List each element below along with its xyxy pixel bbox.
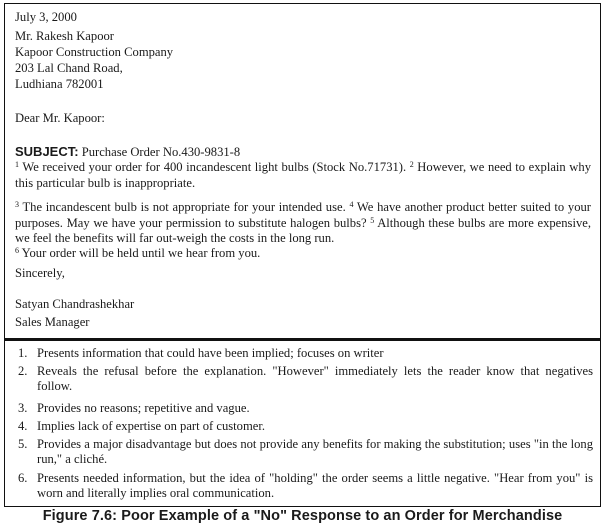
analysis-notes [4,339,601,507]
sentence-1: We received your order for 400 incandescent light bulbs (Stock No.71731). [19,160,410,174]
subject-line [15,144,240,161]
paragraph-3 [15,246,591,262]
signer-name: Satyan Chandrashekhar [15,297,135,311]
letter-date: July 3, 2000 [15,10,77,24]
sentence-marker: 6 [15,246,19,255]
sentence-4: We have another product better suited to your purposes. May we have your permission to substitute halogen bulbs? [15,200,591,230]
note-number: 6. [18,471,28,485]
paragraph-2 [15,200,591,247]
signer-title: Sales Manager [15,315,90,329]
note-number: 2. [18,364,28,378]
note-number: 3. [18,401,28,415]
recipient-name: Mr. Rakesh Kapoor [15,29,114,43]
sentence-marker: 2 [409,160,414,169]
figure-caption: Figure 7.6: Poor Example of a "No" Response to an Order for Merchandise [42,508,563,524]
recipient-street: 203 Lal Chand Road, [15,61,123,75]
recipient-city: Ludhiana 782001 [15,77,104,91]
note-number: 5. [18,437,28,451]
recipient-company: Kapoor Construction Company [15,45,174,59]
note-number: 4. [18,419,28,433]
sentence-2: However, we need to explain why this particular bulb is inappropriate. [15,160,591,190]
salutation: Dear Mr. Kapoor: [15,111,105,125]
sample-letter [4,3,601,339]
sentence-3: The incandescent bulb is not appropriate for your intended use. [19,200,350,214]
note-text: Provides a major disadvantage but does not provide any benefits for making the substitution; uses "in the long run," a cliché. [37,437,593,466]
sentence-5: Although these bulbs are more expensive, we feel the benefits will far out-weigh the costs in the long run. [15,215,591,245]
sentence-marker: 4 [349,200,354,209]
note-text: Provides no reasons; repetitive and vague. [37,401,250,415]
closing: Sincerely, [15,266,65,280]
sentence-marker: 3 [15,200,19,209]
sentence-marker: 5 [370,215,375,225]
note-text: Reveals the refusal before the explanation. "However" immediately lets the reader know that negatives follow. [37,364,593,393]
note-number: 1. [18,346,28,360]
note-text: Presents information that could have been implied; focuses on writer [37,346,384,360]
sentence-marker: 1 [15,160,19,169]
paragraph-1 [15,160,591,191]
subject-label: SUBJECT: [15,144,79,159]
note-text: Implies lack of expertise on part of customer. [37,419,266,433]
subject-text: Purchase Order No.430-9831-8 [78,145,241,159]
sentence-6: Your order will be held until we hear from you. [19,246,261,260]
note-text: Presents needed information, but the idea of "holding" the order seems a little negative. "Hear from you" is worn and literally implies oral communication. [37,471,593,500]
